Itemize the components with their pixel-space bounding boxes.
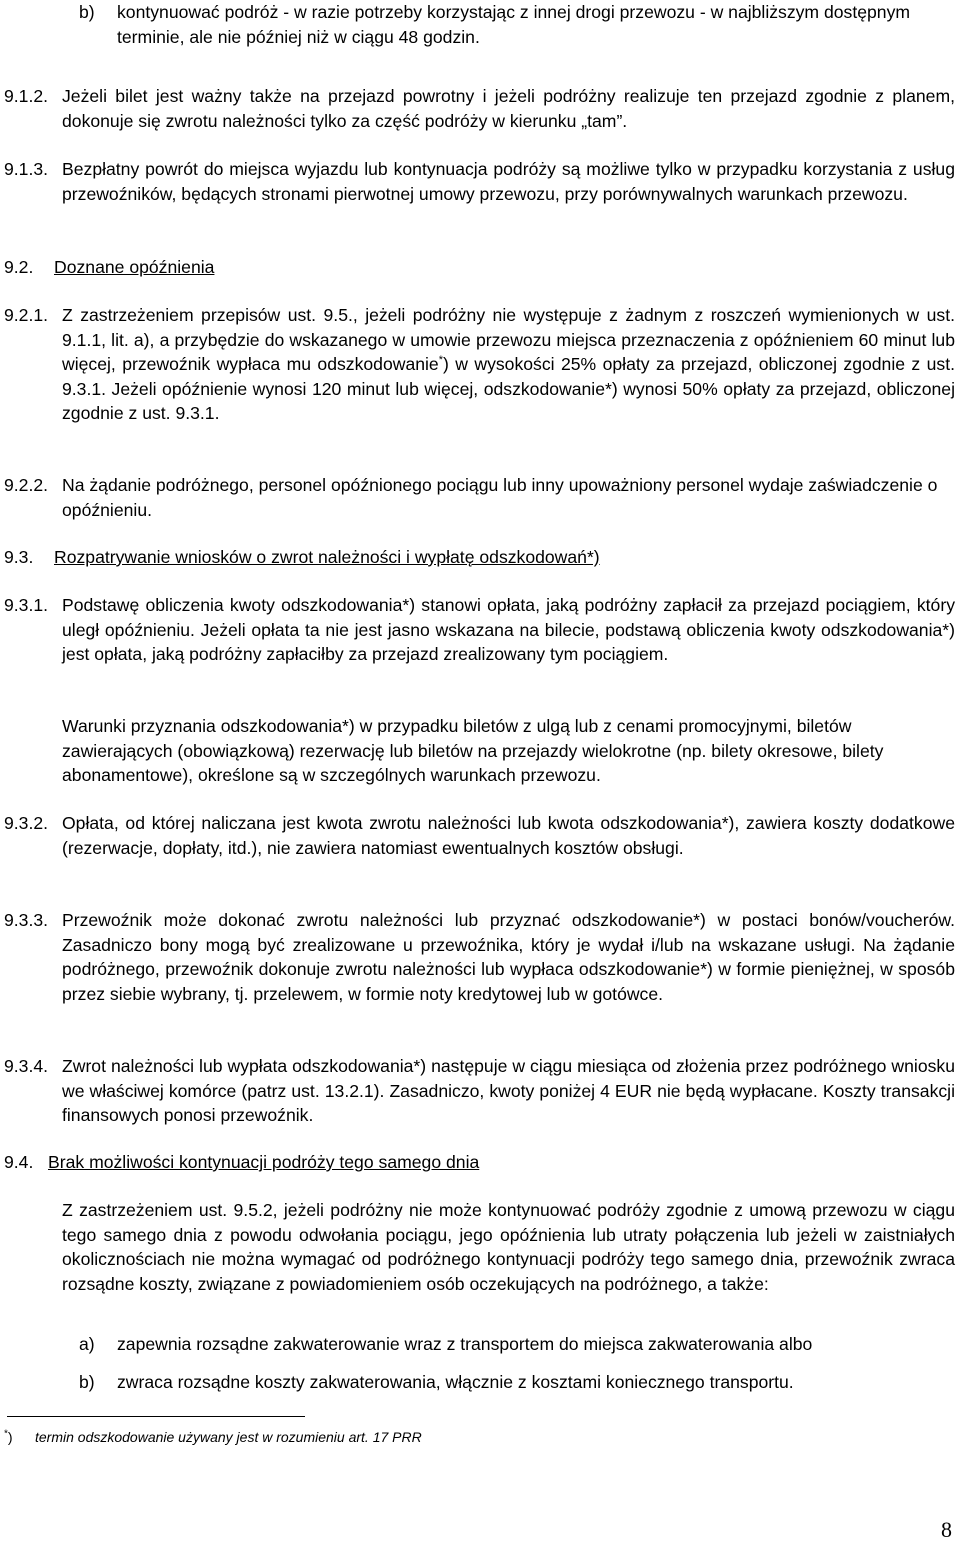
section-9-1-3 [4,157,955,206]
footnote-mark: *) [4,1428,13,1445]
page-number: 8 [941,1517,952,1542]
heading-number: 9.2. [4,257,34,277]
heading-title: Brak możliwości kontynuacji podróży tego samego dnia [48,1152,480,1172]
section-9-3-2 [4,811,955,860]
list-item-text: zwraca rozsądne koszty zakwaterowania, włącznie z kosztami koniecznego transportu. [117,1372,794,1392]
section-text [62,303,955,426]
paragraph-warunki [62,714,955,788]
heading-title: Rozpatrywanie wniosków o zwrot należności i wypłatę odszkodowań*) [54,547,600,567]
section-9-2-2 [4,473,955,522]
section-number: 9.2.1. [4,305,49,325]
section-text: Zwrot należności lub wypłata odszkodowania*) następuje w ciągu miesiąca od złożenia przez podróżnego wniosku we właściwej komórce (patrz ust. 13.2.1). Zasadniczo, kwoty poniżej 4 EUR nie będą wypłacane. Koszty transakcji finansowych ponosi przewoźnik. [62,1056,955,1126]
paragraph-9-4-body [62,1198,955,1296]
list-item-b [79,1370,955,1395]
section-number: 9.3.1. [4,595,49,615]
list-label: b) [79,1372,95,1392]
section-text: Na żądanie podróżnego, personel opóźnionego pociągu lub inny upoważniony personel wydaje zaświadczenie o opóźnieniu. [62,475,938,520]
section-text: Przewoźnik może dokonać zwrotu należności lub przyznać odszkodowanie*) w postaci bonów/voucherów. Zasadniczo bony mogą być zrealizowane u przewoźnika, który je wydał i/lub na wskazane usługi. Na żądanie podróżnego, przewoźnik dokonuje zwrotu należności lub wypłaca odszkodowanie*) w formie pieniężnej, w sposób przez siebie wybrany, tj. przelewem, w formie noty kredytowej lub w gotówce. [62,910,955,1004]
heading-number: 9.3. [4,547,34,567]
section-text-part-a: Z zastrzeżeniem przepisów ust. 9.5., jeżeli podróżny nie występuje z żadnym z roszczeń wymienionych w ust. 9.1.1, lit. a), a przybędzie do wskazanego w umowie przewozu miejsca przeznaczenia z opóźnieniem 60 minut lub więcej, przewoźnik wypłaca mu odszkodowanie [62,305,955,375]
section-text: Jeżeli bilet jest ważny także na przejazd powrotny i jeżeli podróżny realizuje ten przejazd zgodnie z planem, dokonuje się zwrotu należności tylko za część podróży w kierunku „tam”. [62,86,955,131]
section-number: 9.3.2. [4,813,49,833]
section-9-1-2 [4,84,955,133]
list-item-text: zapewnia rozsądne zakwaterowanie wraz z transportem do miejsca zakwaterowania albo [117,1334,813,1354]
heading-9-3 [4,545,955,570]
section-9-2-1 [4,303,955,426]
section-number: 9.1.2. [4,86,49,106]
paragraph-text: Z zastrzeżeniem ust. 9.5.2, jeżeli podróżny nie może kontynuować podróży zgodnie z umową przewozu w ciągu tego samego dnia z powodu odwołania pociągu, jego opóźnienia lub utraty połączenia lub jeżeli w zaistniałych okolicznościach nie można wymagać od podróżnego kontynuacji podróży tego samego dnia, przewoźnik zwraca rozsądne koszty, związane z powiadomieniem osób oczekujących na podróżnego, a także: [62,1200,955,1294]
section-number: 9.3.4. [4,1056,49,1076]
list-label: a) [79,1334,95,1354]
section-text: Bezpłatny powrót do miejsca wyjazdu lub kontynuacja podróży są możliwe tylko w przypadku korzystania z usług przewoźników, będących stronami pierwotnej umowy przewozu, przy porównywalnych warunkach przewozu. [62,159,955,204]
list-item-b-top [79,0,955,49]
section-number: 9.3.3. [4,910,49,930]
section-9-3-1 [4,593,955,667]
section-text: Opłata, od której naliczana jest kwota zwrotu należności lub kwota odszkodowania*), zawiera koszty dodatkowe (rezerwacje, dopłaty, itd.), nie zawiera natomiast ewentualnych kosztów obsługi. [62,813,955,858]
section-text: Podstawę obliczenia kwoty odszkodowania*) stanowi opłata, jaką podróżny zapłacił za przejazd pociągiem, który uległ opóźnieniu. Jeżeli opłata ta nie jest jasno wskazana na bilecie, podstawą obliczenia kwoty odszkodowania*) jest opłata, jaką podróżny zapłaciłby za przejazd zrealizowany tym pociągiem. [62,595,955,665]
section-number: 9.2.2. [4,475,49,495]
footnote-text: termin odszkodowanie używany jest w rozumieniu art. 17 PRR [35,1429,422,1445]
list-label: b) [79,2,95,22]
paragraph-text: Warunki przyznania odszkodowania*) w przypadku biletów z ulgą lub z cenami promocyjnymi, biletów zawierających (obowiązkową) rezerwację lub biletów na przejazdy wielokrotne (np. bilety okresowe, bilety abonamentowe), określone są w szczególnych warunkach przewozu. [62,716,884,786]
section-9-3-3 [4,908,955,1006]
heading-number: 9.4. [4,1152,34,1172]
heading-9-2 [4,255,955,280]
list-item-a [79,1332,955,1357]
section-text-part-b: ) w wysokości 25% opłaty za przejazd, obliczonej zgodnie z ust. 9.3.1. Jeżeli opóźnienie wynosi 120 minut lub więcej, odszkodowanie*) wynosi 50% opłaty za przejazd, obliczonej zgodnie z ust. 9.3.1. [62,354,955,424]
list-item-text: kontynuować podróż - w razie potrzeby korzystając z innej drogi przewozu - w najbliższym dostępnym terminie, ale nie później niż w ciągu 48 godzin. [117,2,911,47]
heading-title: Doznane opóźnienia [54,257,215,277]
footnote-ref: * [438,354,443,367]
section-9-3-4 [4,1054,955,1128]
section-number: 9.1.3. [4,159,49,179]
footnote-divider [7,1416,305,1417]
heading-9-4 [4,1150,955,1175]
